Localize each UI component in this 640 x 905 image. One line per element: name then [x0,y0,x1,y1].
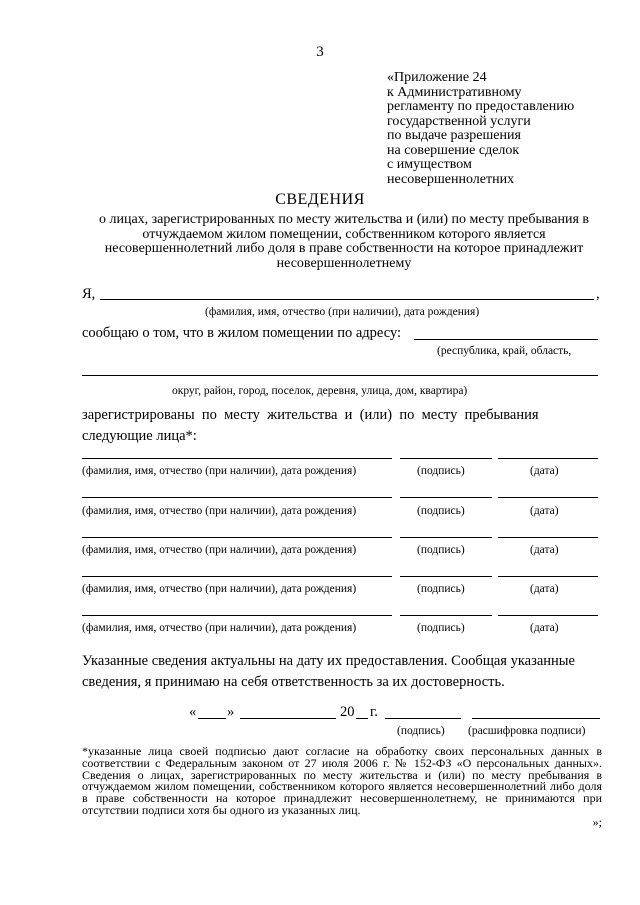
person-name-field[interactable] [82,458,392,459]
declarant-caption: (фамилия, имя, отчество (при наличии), дата рождения) [205,306,480,318]
person-signature-field[interactable] [400,615,492,616]
appendix-line: на совершение сделок [387,142,520,158]
page-number: 3 [316,44,324,60]
person-name-caption: (фамилия, имя, отчество (при наличии), дата рождения) [82,465,357,477]
person-signature-field[interactable] [400,497,492,498]
person-signature-caption: (подпись) [417,583,465,595]
person-name-caption: (фамилия, имя, отчество (при наличии), дата рождения) [82,583,357,595]
person-signature-field[interactable] [400,458,492,459]
footnote-text: *указанные лица своей подписью дают согласие на обработку своих персональных данных в соответствии с Федеральным законом от 27 июля 2006 г. № 152-ФЗ «О персональных данных». Сведения о лицах, зарегистрированных по месту жительства и (или) по месту пребывания в отчуждаемом жилом помещении, собственником которого является несовершеннолетний либо доля в праве собственности на которое принадлежит несовершеннолетнему, не принимаются при отсутствии подписи хотя бы одного из указанных лиц. [82,744,602,817]
person-name-caption: (фамилия, имя, отчество (при наличии), дата рождения) [82,622,357,634]
person-date-caption: (дата) [530,465,559,477]
appendix-header [387,71,574,187]
signature-field[interactable] [385,718,461,719]
person-name-field[interactable] [82,576,392,577]
appendix-line: несовершеннолетних [387,171,515,187]
person-date-field[interactable] [498,537,598,538]
person-name-field[interactable] [82,497,392,498]
address-caption-2: округ, район, город, поселок, деревня, улица, дом, квартира) [172,385,468,397]
appendix-line: к Административному [387,84,522,100]
person-date-caption: (дата) [530,622,559,634]
registered-text: зарегистрированы по месту жительства и (или) по месту пребывания [82,407,539,423]
person-name-field[interactable] [82,615,392,616]
person-date-caption: (дата) [530,544,559,556]
address-field-1[interactable] [414,339,598,340]
decode-field[interactable] [472,718,600,719]
person-date-caption: (дата) [530,505,559,517]
person-name-caption: (фамилия, имя, отчество (при наличии), дата рождения) [82,544,357,556]
address-caption-1: (республика, край, область, [437,345,572,357]
person-date-field[interactable] [498,615,598,616]
document-subtitle: о лицах, зарегистрированных по месту жительства и (или) по месту пребывания в отчуждаемом жилом помещении, собственником которого является несовершеннолетний либо доля в праве собственности на которое принадлежит несовершеннолетнему [98,212,590,271]
statement-line-2: сведения, я принимаю на себя ответственность за их достоверность. [82,674,505,690]
declarant-name-field[interactable] [100,299,594,300]
address-label: сообщаю о том, что в жилом помещении по адресу: [82,325,402,341]
year-suffix: г. [370,704,378,720]
person-signature-caption: (подпись) [417,505,465,517]
appendix-line: государственной услуги [387,113,531,129]
person-signature-field[interactable] [400,576,492,577]
person-name-caption: (фамилия, имя, отчество (при наличии), дата рождения) [82,505,357,517]
declarant-suffix: , [596,286,600,302]
appendix-line: с имуществом [387,157,472,172]
document-title: СВЕДЕНИЯ [275,191,365,208]
appendix-line: регламенту по предоставлению [387,99,575,114]
person-name-field[interactable] [82,537,392,538]
month-field[interactable] [240,718,336,719]
year-field[interactable] [356,718,368,719]
signature-caption: (подпись) [397,725,445,737]
person-date-field[interactable] [498,497,598,498]
person-signature-field[interactable] [400,537,492,538]
person-signature-caption: (подпись) [417,544,465,556]
day-field[interactable] [198,718,226,719]
year-prefix: 20 [340,704,355,720]
address-field-2[interactable] [82,375,598,376]
footnote [82,746,602,829]
appendix-line: по выдаче разрешения [387,128,521,143]
statement-line-1: Указанные сведения актуальны на дату их предоставления. Сообщая указанные [82,653,575,669]
person-date-caption: (дата) [530,583,559,595]
footnote-end: »; [592,814,602,829]
person-signature-caption: (подпись) [417,622,465,634]
date-close-quote: » [227,704,235,720]
person-date-field[interactable] [498,458,598,459]
date-open-quote: « [189,704,197,720]
person-signature-caption: (подпись) [417,465,465,477]
person-date-field[interactable] [498,576,598,577]
decode-caption: (расшифровка подписи) [468,725,586,737]
registered-text-2: следующие лица*: [82,428,197,444]
declarant-prefix: Я, [82,286,96,302]
appendix-line: «Приложение 24 [387,70,487,85]
